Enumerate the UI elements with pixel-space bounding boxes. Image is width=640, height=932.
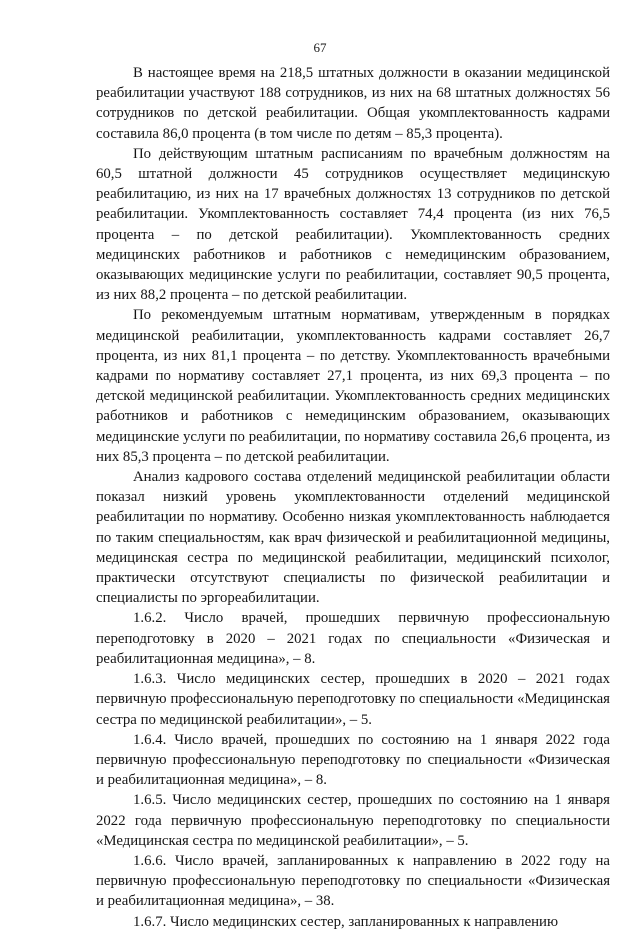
item-1-6-3: 1.6.3. Число медицинских сестер, прошедших в 2020 – 2021 годах первичную профессиональную переподготовку по специальности «Медицинская сестра по медицинской реабилитации», – 5.	[96, 671, 610, 728]
page-number: 67	[313, 40, 327, 55]
item-1-6-2: 1.6.2. Число врачей, прошедших первичную профессиональную переподготовку в 2020 – 2021 годах по специальности «Физическая и реабилитационная медицина», – 8.	[96, 610, 610, 667]
item-1-6-5: 1.6.5. Число медицинских сестер, прошедших по состоянию на 1 января 2022 года первичную профессиональную переподготовку по специальности «Медицинская сестра по медицинской реабилитации», – 5.	[96, 792, 610, 849]
item-1-6-6: 1.6.6. Число врачей, запланированных к направлению в 2022 году на первичную профессиональную переподготовку по специальности «Физическая и реабилитационная медицина», – 38.	[96, 852, 610, 910]
document-body	[96, 63, 610, 932]
paragraph-staffing-overview: В настоящее время на 218,5 штатных должности в оказании медицинской реабилитации участвуют 188 сотрудников, из них на 68 штатных должностях 56 сотрудников по детской реабилитации. Общая укомплектованность кадрами составила 86,0 процента (в том числе по детям – 85,3 процента).	[96, 65, 610, 142]
paragraph-physician-positions: По действующим штатным расписаниям по врачебным должностям на 60,5 штатной должности 45 сотрудников осуществляет медицинскую реабилитацию, из них на 17 врачебных должностях 13 сотрудников по детской реабилитации. Укомплектованность составляет 74,4 процента (из них 76,5 процента – по детской реабилитации). Укомплектованность средних медицинских работников и работников с немедицинским образованием, оказывающих медицинские услуги по реабилитации, составляет 90,5 процента, из них 88,2 процента – по детской реабилитации.	[96, 145, 610, 304]
paragraph-staffing-norms: По рекомендуемым штатным нормативам, утвержденным в порядках медицинской реабилитации, укомплектованность кадрами составляет 26,7 процента, из них 81,1 процента – по детству. Укомплектованность врачебными кадрами по нормативу составляет 27,1 процента, из них 69,3 процента – по детской медицинской реабилитации. Укомплектованность средних медицинских работников и работников с немедицинским образованием, оказывающих медицинские услуги по реабилитации, по нормативу составила 26,6 процента, из них 85,3 процента – по детской реабилитации.	[96, 307, 610, 465]
item-1-6-4: 1.6.4. Число врачей, прошедших по состоянию на 1 января 2022 года первичную профессиональную переподготовку по специальности «Физическая и реабилитационная медицина», – 8.	[96, 731, 610, 789]
paragraph-department-analysis: Анализ кадрового состава отделений медицинской реабилитации области показал низкий уровень укомплектованности отделений медицинской реабилитации по нормативу. Особенно низкая укомплектованность наблюдается по таким специальностям, как врач физической и реабилитационной медицины, медицинская сестра по медицинской реабилитации, медицинский психолог, практически отсутствуют специалисты по физической реабилитации и специалисты по эргореабилитации.	[96, 469, 610, 607]
item-1-6-7: 1.6.7. Число медицинских сестер, запланированных к направлению	[133, 913, 559, 930]
